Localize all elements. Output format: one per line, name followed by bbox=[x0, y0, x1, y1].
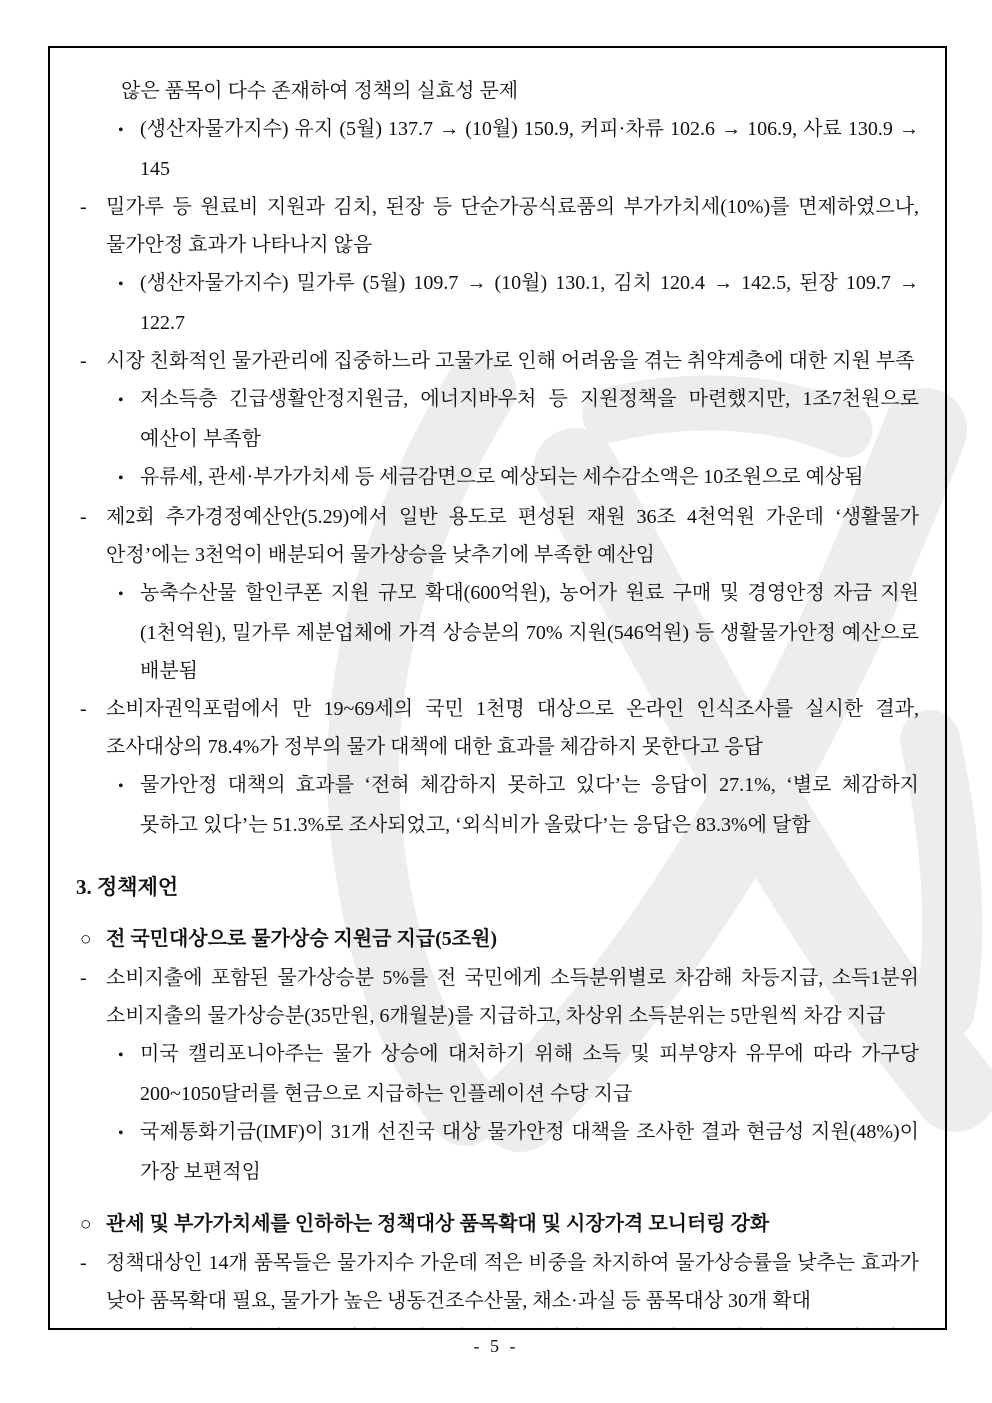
dash-item bbox=[76, 498, 919, 574]
bullet-marker: • bbox=[118, 470, 124, 487]
bullet-item bbox=[76, 1035, 919, 1113]
dash-marker: - bbox=[80, 698, 87, 720]
bullet-item bbox=[76, 264, 919, 342]
paragraph-text bbox=[140, 1328, 919, 1330]
bullet-item bbox=[76, 458, 919, 498]
paragraph-text: 유류세, 관세·부가가치세 등 세금감면으로 예상되는 세수감소액은 10조원으로 예상됨 bbox=[140, 466, 864, 488]
circle-marker: ○ bbox=[80, 929, 92, 950]
paragraph-text: 밀가루 등 원료비 지원과 김치, 된장 등 단순가공식료품의 부가가치세(10%)를 면제하였으나, 물가안정 효과가 나타나지 않음 bbox=[106, 196, 919, 256]
circle-marker: ○ bbox=[80, 1214, 92, 1235]
bullet-item bbox=[76, 1113, 919, 1191]
bullet-item bbox=[76, 1320, 919, 1330]
bullet-marker: • bbox=[118, 1047, 124, 1064]
paragraph-text: 전 국민대상으로 물가상승 지원금 지급(5조원) bbox=[106, 928, 498, 950]
bullet-marker: • bbox=[118, 586, 124, 603]
section-heading bbox=[76, 868, 919, 906]
bullet-item bbox=[76, 574, 919, 690]
bullet-marker: • bbox=[118, 778, 124, 795]
paragraph-text: (생산자물가지수) 밀가루 (5월) 109.7 → (10월) 130.1, 김치 120.4 → 142.5, 된장 109.7 → 122.7 bbox=[140, 272, 919, 334]
circle-heading bbox=[76, 1205, 919, 1244]
dash-marker: - bbox=[80, 506, 87, 528]
bullet-item bbox=[76, 766, 919, 844]
bullet-marker bbox=[118, 1322, 140, 1330]
paragraph-text: 않은 품목이 다수 존재하여 정책의 실효성 문제 bbox=[121, 80, 519, 102]
dash-item bbox=[76, 1244, 919, 1320]
paragraph-text: 시장 친화적인 물가관리에 집중하느라 고물가로 인해 어려움을 겪는 취약계층에 대한 지원 부족 bbox=[106, 350, 915, 372]
bullet-marker: • bbox=[118, 276, 124, 293]
bullet-item bbox=[76, 110, 919, 188]
paragraph-text: 소비지출에 포함된 물가상승분 5%를 전 국민에게 소득분위별로 차감해 차등지급, 소득1분위 소비지출의 물가상승분(35만원, 6개월분)를 지급하고, 차상위 소득분위는 5만원씩 차감 지급 bbox=[106, 967, 919, 1027]
paragraph-text: 제2회 추가경정예산안(5.29)에서 일반 용도로 편성된 재원 36조 4천억원 가운데 ‘생활물가 안정’에는 3천억이 배분되어 물가상승을 낮추기에 부족한 예산임 bbox=[106, 506, 919, 566]
paragraph-text: (생산자물가지수) 유지 (5월) 137.7 → (10월) 150.9, 커피·차류 102.6 → 106.9, 사료 130.9 → 145 bbox=[140, 118, 919, 180]
paragraph-text: 국제통화기금(IMF)이 31개 선진국 대상 물가안정 대책을 조사한 결과 현금성 지원(48%)이 가장 보편적임 bbox=[140, 1121, 919, 1183]
bullet-item bbox=[76, 380, 919, 458]
document-body bbox=[48, 46, 947, 1330]
dash-marker: - bbox=[80, 350, 87, 372]
paragraph-text: 농축수산물 할인쿠폰 지원 규모 확대(600억원), 농어가 원료 구매 및 경영안정 자금 지원(1천억원), 밀가루 제분업체에 가격 상승분의 70% 지원(546억원) 등 생활물가안정 예산으로 배분됨 bbox=[140, 582, 919, 682]
paragraph-text: 관세 및 부가가치세를 인하하는 정책대상 품목확대 및 시장가격 모니터링 강화 bbox=[106, 1213, 770, 1235]
circle-heading bbox=[76, 920, 919, 959]
continuation-line bbox=[76, 72, 919, 110]
dash-marker: - bbox=[80, 196, 87, 218]
dash-item bbox=[76, 342, 919, 380]
paragraph-text: 정책대상인 14개 품목들은 물가지수 가운데 적은 비중을 차지하여 물가상승률을 낮추는 효과가 낮아 품목확대 필요, 물가가 높은 냉동건조수산물, 채소·과실 등 품목대상 30개 확대 bbox=[106, 1252, 919, 1312]
paragraph-text: 3. 정책제언 bbox=[76, 875, 179, 899]
dash-item bbox=[76, 959, 919, 1035]
dash-item bbox=[76, 188, 919, 264]
bullet-marker: • bbox=[118, 392, 124, 409]
paragraph-text: 물가안정 대책의 효과를 ‘전혀 체감하지 못하고 있다’는 응답이 27.1%, ‘별로 체감하지 못하고 있다’는 51.3%로 조사되었고, ‘외식비가 올랐다’는 응답은 83.3%에 달함 bbox=[140, 774, 919, 836]
dash-item bbox=[76, 690, 919, 766]
paragraph-text: 미국 캘리포니아주는 물가 상승에 대처하기 위해 소득 및 피부양자 유무에 따라 가구당 200~1050달러를 현금으로 지급하는 인플레이션 수당 지급 bbox=[140, 1043, 919, 1105]
dash-marker: - bbox=[80, 967, 87, 989]
bullet-marker: • bbox=[118, 122, 124, 139]
dash-marker: - bbox=[80, 1252, 87, 1274]
bullet-marker: • bbox=[118, 1125, 124, 1142]
page-number: - 5 - bbox=[473, 1336, 519, 1356]
paragraph-text: 소비자권익포럼에서 만 19~69세의 국민 1천명 대상으로 온라인 인식조사를 실시한 결과, 조사대상의 78.4%가 정부의 물가 대책에 대한 효과를 체감하지 못한다고 응답 bbox=[106, 698, 919, 758]
paragraph-text: 저소득층 긴급생활안정지원금, 에너지바우처 등 지원정책을 마련했지만, 1조7천원으로 예산이 부족함 bbox=[140, 388, 919, 450]
